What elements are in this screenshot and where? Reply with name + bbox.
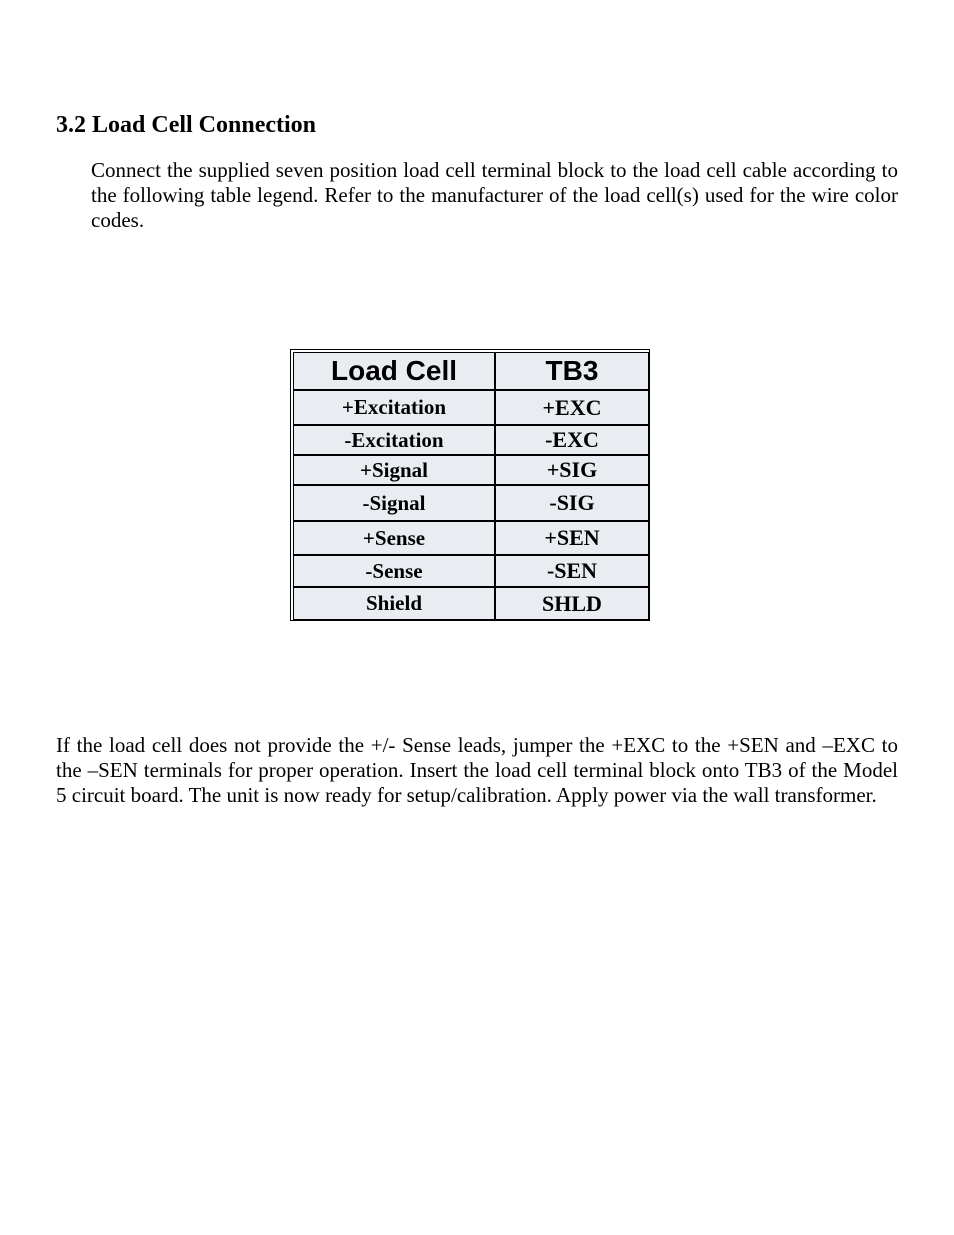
table-header-load-cell: Load Cell: [293, 352, 495, 390]
table-cell-load-cell: -Excitation: [293, 425, 495, 455]
table-cell-tb3: -SIG: [495, 485, 649, 521]
sense-jumper-note: If the load cell does not provide the +/- Sense leads, jumper the +EXC to the +SEN and –EXC to the –SEN terminals for proper operation. Insert the load cell terminal block onto TB3 of the Model 5 circuit board. The unit is now ready for setup/calibration. Apply power via the wall transformer.: [56, 733, 898, 807]
table-cell-tb3: +SEN: [495, 521, 649, 555]
table-header-tb3: TB3: [495, 352, 649, 390]
table-cell-load-cell: +Sense: [293, 521, 495, 555]
table-cell-tb3: -EXC: [495, 425, 649, 455]
load-cell-wiring-table: [290, 349, 650, 621]
table-cell-load-cell: -Sense: [293, 555, 495, 587]
table-cell-tb3: SHLD: [495, 587, 649, 620]
table-cell-tb3: +SIG: [495, 455, 649, 485]
table-cell-tb3: -SEN: [495, 555, 649, 587]
table-cell-tb3: +EXC: [495, 390, 649, 425]
table-cell-load-cell: +Signal: [293, 455, 495, 485]
table-cell-load-cell: -Signal: [293, 485, 495, 521]
section-heading: 3.2 Load Cell Connection: [56, 112, 317, 138]
table-cell-load-cell: +Excitation: [293, 390, 495, 425]
table-cell-load-cell: Shield: [293, 587, 495, 620]
intro-paragraph: Connect the supplied seven position load cell terminal block to the load cell cable according to the following table legend. Refer to the manufacturer of the load cell(s) used for the wire color codes.: [91, 158, 898, 232]
